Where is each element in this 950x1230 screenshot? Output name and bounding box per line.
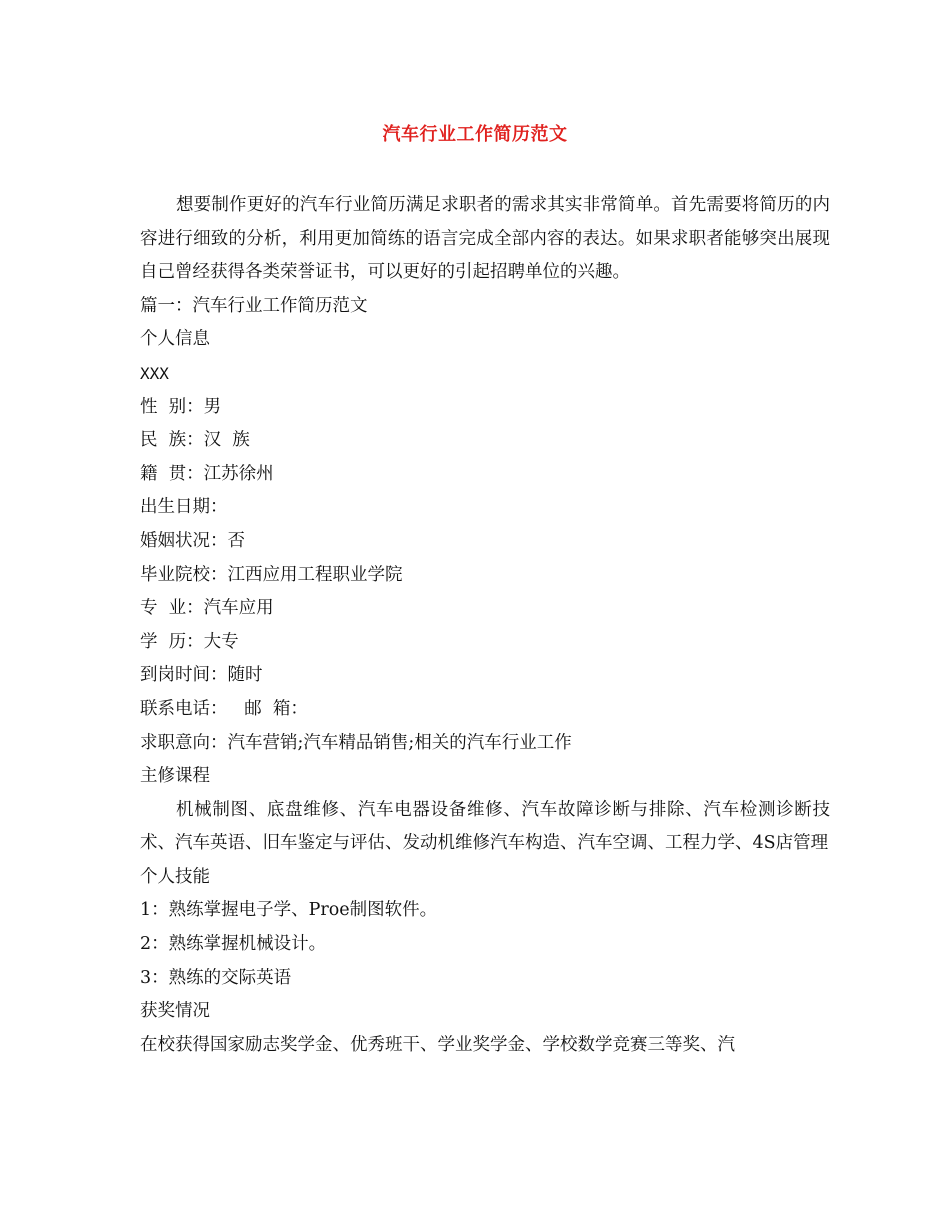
personal-birth-date: 出生日期： [140, 497, 228, 518]
personal-ethnicity: 民 族：汉 族 [140, 430, 250, 451]
personal-name: XXX [140, 363, 169, 383]
skills-heading: 个人技能 [140, 866, 210, 887]
personal-marital-status: 婚姻状况：否 [140, 530, 245, 551]
personal-major: 专 业：汽车应用 [140, 598, 274, 619]
personal-contact: 联系电话： 邮 箱： [140, 698, 308, 719]
personal-education: 学 历：大专 [140, 631, 239, 652]
skill-item: 2：熟练掌握机械设计。 [140, 934, 327, 955]
personal-gender: 性 别：男 [140, 396, 222, 417]
skill-item: 3：熟练的交际英语 [140, 967, 292, 988]
personal-availability: 到岗时间：随时 [140, 665, 263, 686]
personal-info-heading: 个人信息 [140, 329, 210, 350]
document-title: 汽车行业工作简历范文 [382, 124, 568, 145]
courses-paragraph: 机械制图、底盘维修、汽车电器设备维修、汽车故障诊断与排除、汽车检测诊断技术、汽车英语、旧车鉴定与评估、发动机维修汽车构造、汽车空调、工程力学、4S店管理 [140, 799, 830, 854]
section-title: 篇一：汽车行业工作简历范文 [140, 295, 368, 316]
personal-job-intention: 求职意向：汽车营销;汽车精品销售;相关的汽车行业工作 [140, 732, 572, 753]
skill-item: 1：熟练掌握电子学、Proe制图软件。 [140, 900, 438, 921]
document-body [140, 189, 830, 1062]
intro-paragraph: 想要制作更好的汽车行业简历满足求职者的需求其实非常简单。首先需要将简历的内容进行细致的分析，利用更加简练的语言完成全部内容的表达。如果求职者能够突出展现自己曾经获得各类荣誉证书，可以更好的引起招聘单位的兴趣。 [140, 195, 830, 283]
personal-school: 毕业院校：江西应用工程职业学院 [140, 564, 403, 585]
awards-heading: 获奖情况 [140, 1001, 210, 1022]
courses-heading: 主修课程 [140, 766, 210, 787]
personal-hometown: 籍 贯：江苏徐州 [140, 463, 274, 484]
awards-paragraph: 在校获得国家励志奖学金、优秀班干、学业奖学金、学校数学竞赛三等奖、汽 [140, 1034, 735, 1055]
